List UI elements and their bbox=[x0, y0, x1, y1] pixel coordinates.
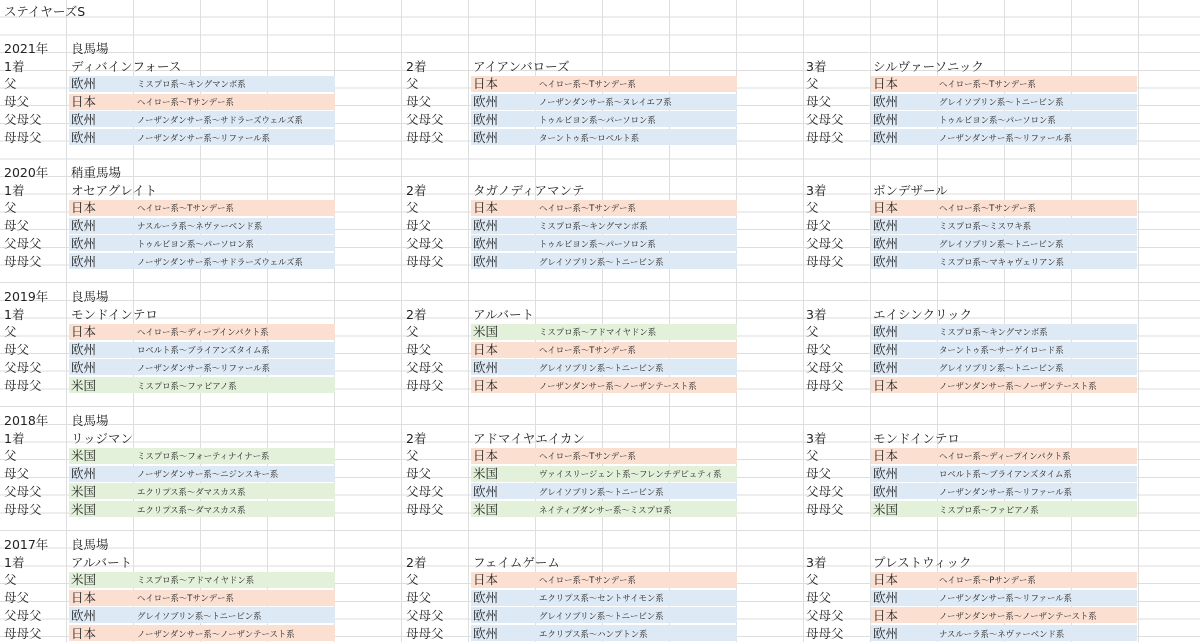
sire-line-cell[interactable]: ノーザンダンサー系〜サドラーズウェルズ系 bbox=[137, 114, 303, 125]
sire-line-cell[interactable]: ロベルト系〜ブライアンズタイム系 bbox=[939, 469, 1072, 480]
region-cell[interactable]: 欧州 bbox=[873, 324, 899, 340]
relation-label[interactable]: 父 bbox=[806, 572, 819, 588]
sire-line-cell[interactable]: ミスプロ系〜フォーティナイナー系 bbox=[137, 451, 270, 462]
horse-name[interactable]: ディバインフォース bbox=[71, 58, 182, 74]
region-cell[interactable]: 日本 bbox=[473, 76, 499, 92]
region-cell[interactable]: 欧州 bbox=[71, 235, 97, 251]
region-cell[interactable]: 米国 bbox=[473, 324, 499, 340]
sire-line-cell[interactable]: ヘイロー系〜Pサンデー系 bbox=[939, 575, 1036, 586]
sire-line-cell[interactable]: ヘイロー系〜Tサンデー系 bbox=[539, 345, 636, 356]
sire-line-cell[interactable]: ノーザンダンサー系〜リファール系 bbox=[137, 362, 270, 373]
place-label[interactable]: 2着 bbox=[406, 554, 427, 570]
region-cell[interactable]: 欧州 bbox=[873, 94, 899, 110]
sire-line-cell[interactable]: ノーザンダンサー系〜リファール系 bbox=[939, 132, 1072, 143]
region-cell[interactable]: 米国 bbox=[873, 501, 899, 517]
relation-label[interactable]: 父母父 bbox=[406, 359, 444, 375]
relation-label[interactable]: 母母父 bbox=[806, 501, 844, 517]
relation-label[interactable]: 母母父 bbox=[406, 129, 444, 145]
region-cell[interactable]: 欧州 bbox=[473, 111, 499, 127]
sire-line-cell[interactable]: トゥルビヨン系〜パーソロン系 bbox=[539, 238, 656, 249]
sheet-title: ステイヤーズS bbox=[4, 4, 86, 19]
sire-line-cell[interactable]: ミスプロ系〜キングマンボ系 bbox=[137, 79, 246, 90]
region-cell[interactable]: 米国 bbox=[71, 501, 97, 517]
horse-name[interactable]: シルヴァーソニック bbox=[873, 58, 984, 74]
sire-line-cell[interactable]: ヘイロー系〜Tサンデー系 bbox=[137, 593, 234, 604]
sire-line-cell[interactable]: ミスプロ系〜ファピアノ系 bbox=[137, 380, 237, 391]
relation-label[interactable]: 母母父 bbox=[4, 129, 42, 145]
place-label[interactable]: 1着 bbox=[4, 554, 25, 570]
relation-label[interactable]: 母父 bbox=[406, 94, 432, 110]
sire-line-cell[interactable]: ミスプロ系〜ファピアノ系 bbox=[939, 504, 1039, 515]
horse-name[interactable]: モンドインテロ bbox=[873, 430, 960, 446]
region-cell[interactable]: 日本 bbox=[71, 590, 97, 606]
sire-line-cell[interactable]: トゥルビヨン系〜パーソロン系 bbox=[939, 114, 1056, 125]
region-cell[interactable]: 米国 bbox=[71, 483, 97, 499]
sire-line-cell[interactable]: トゥルビヨン系〜パーソロン系 bbox=[539, 114, 656, 125]
relation-label[interactable]: 母母父 bbox=[806, 625, 844, 641]
relation-label[interactable]: 父母父 bbox=[406, 111, 444, 127]
region-cell[interactable]: 日本 bbox=[71, 94, 97, 110]
sire-line-cell[interactable]: グレイソブリン系〜トニービン系 bbox=[939, 97, 1064, 108]
place-label[interactable]: 1着 bbox=[4, 430, 25, 446]
region-cell[interactable]: 米国 bbox=[71, 448, 97, 464]
sire-line-cell[interactable]: ノーザンダンサー系〜ノーザンテースト系 bbox=[539, 380, 697, 391]
region-cell[interactable]: 日本 bbox=[873, 448, 899, 464]
sire-line-cell[interactable]: ナスルーラ系〜ネヴァーベンド系 bbox=[137, 221, 263, 232]
region-cell[interactable]: 欧州 bbox=[873, 253, 899, 269]
track-condition[interactable]: 良馬場 bbox=[71, 537, 109, 552]
horse-name[interactable]: リッジマン bbox=[71, 430, 134, 446]
horse-name[interactable]: タガノディアマンテ bbox=[473, 182, 585, 198]
region-cell[interactable]: 欧州 bbox=[71, 111, 97, 127]
relation-label[interactable]: 父母父 bbox=[806, 607, 844, 623]
place-label[interactable]: 1着 bbox=[4, 58, 25, 74]
place-label[interactable]: 2着 bbox=[406, 306, 427, 322]
relation-label[interactable]: 母父 bbox=[806, 342, 832, 358]
relation-label[interactable]: 父母父 bbox=[4, 359, 42, 375]
year-label[interactable]: 2018年 bbox=[4, 413, 49, 428]
region-cell[interactable]: 欧州 bbox=[873, 129, 899, 145]
relation-label[interactable]: 母母父 bbox=[406, 377, 444, 393]
region-cell[interactable]: 欧州 bbox=[873, 235, 899, 251]
relation-label[interactable]: 父 bbox=[406, 448, 419, 464]
sire-line-cell[interactable]: ナスルーラ系〜ネヴァーベンド系 bbox=[939, 628, 1065, 639]
sire-line-cell[interactable]: ネイティブダンサー系〜ミスプロ系 bbox=[539, 504, 672, 515]
year-label[interactable]: 2017年 bbox=[4, 537, 49, 552]
sire-line-cell[interactable]: ミスプロ系〜マキャヴェリアン系 bbox=[939, 256, 1064, 267]
region-cell[interactable]: 欧州 bbox=[473, 625, 499, 641]
region-cell[interactable]: 欧州 bbox=[71, 218, 97, 234]
relation-label[interactable]: 父 bbox=[406, 324, 419, 340]
region-cell[interactable]: 米国 bbox=[473, 466, 499, 482]
relation-label[interactable]: 母母父 bbox=[806, 377, 844, 393]
relation-label[interactable]: 母父 bbox=[406, 466, 432, 482]
relation-label[interactable]: 母父 bbox=[406, 590, 432, 606]
relation-label[interactable]: 父母父 bbox=[4, 235, 42, 251]
region-cell[interactable]: 米国 bbox=[473, 501, 499, 517]
region-cell[interactable]: 日本 bbox=[873, 200, 899, 216]
relation-label[interactable]: 母母父 bbox=[4, 625, 42, 641]
region-cell[interactable]: 日本 bbox=[473, 200, 499, 216]
sire-line-cell[interactable]: グレイソブリン系〜トニービン系 bbox=[939, 238, 1064, 249]
sire-line-cell[interactable]: グレイソブリン系〜トニービン系 bbox=[539, 486, 664, 497]
place-label[interactable]: 3着 bbox=[806, 430, 827, 446]
region-cell[interactable]: 日本 bbox=[71, 324, 97, 340]
sire-line-cell[interactable]: ヘイロー系〜Tサンデー系 bbox=[137, 97, 234, 108]
relation-label[interactable]: 母父 bbox=[4, 342, 30, 358]
relation-label[interactable]: 父 bbox=[4, 572, 17, 588]
place-label[interactable]: 3着 bbox=[806, 306, 827, 322]
region-cell[interactable]: 欧州 bbox=[473, 218, 499, 234]
sire-line-cell[interactable]: ノーザンダンサー系〜ノーザンテースト系 bbox=[939, 610, 1097, 621]
sire-line-cell[interactable]: グレイソブリン系〜トニービン系 bbox=[539, 610, 664, 621]
place-label[interactable]: 3着 bbox=[806, 58, 827, 74]
relation-label[interactable]: 父 bbox=[406, 572, 419, 588]
place-label[interactable]: 2着 bbox=[406, 182, 427, 198]
relation-label[interactable]: 父母父 bbox=[806, 111, 844, 127]
relation-label[interactable]: 父 bbox=[406, 76, 419, 92]
relation-label[interactable]: 父 bbox=[406, 200, 419, 216]
sire-line-cell[interactable]: ノーザンダンサー系〜リファール系 bbox=[939, 593, 1072, 604]
region-cell[interactable]: 米国 bbox=[71, 572, 97, 588]
sire-line-cell[interactable]: エクリプス系〜ダマスカス系 bbox=[137, 504, 246, 515]
track-condition[interactable]: 良馬場 bbox=[71, 41, 109, 56]
region-cell[interactable]: 日本 bbox=[473, 448, 499, 464]
region-cell[interactable]: 米国 bbox=[71, 377, 97, 393]
relation-label[interactable]: 母母父 bbox=[4, 253, 42, 269]
region-cell[interactable]: 欧州 bbox=[873, 625, 899, 641]
sire-line-cell[interactable]: ミスプロ系〜アドマイヤドン系 bbox=[137, 575, 255, 586]
region-cell[interactable]: 日本 bbox=[71, 625, 97, 641]
year-label[interactable]: 2020年 bbox=[4, 165, 49, 180]
relation-label[interactable]: 父母父 bbox=[806, 483, 844, 499]
sire-line-cell[interactable]: ヘイロー系〜ディープインパクト系 bbox=[939, 451, 1071, 462]
region-cell[interactable]: 欧州 bbox=[873, 466, 899, 482]
relation-label[interactable]: 母母父 bbox=[806, 253, 844, 269]
relation-label[interactable]: 母父 bbox=[806, 218, 832, 234]
track-condition[interactable]: 良馬場 bbox=[71, 413, 109, 428]
region-cell[interactable]: 欧州 bbox=[473, 253, 499, 269]
relation-label[interactable]: 父 bbox=[806, 200, 819, 216]
sire-line-cell[interactable]: ヘイロー系〜Tサンデー系 bbox=[539, 79, 636, 90]
place-label[interactable]: 1着 bbox=[4, 306, 25, 322]
sire-line-cell[interactable]: ノーザンダンサー系〜リファール系 bbox=[939, 486, 1072, 497]
horse-name[interactable]: エイシンクリック bbox=[873, 306, 972, 322]
sire-line-cell[interactable]: ノーザンダンサー系〜ノーザンテースト系 bbox=[939, 380, 1097, 391]
sire-line-cell[interactable]: トゥルビヨン系〜パーソロン系 bbox=[137, 238, 254, 249]
relation-label[interactable]: 母母父 bbox=[4, 501, 42, 517]
sire-line-cell[interactable]: ノーザンダンサー系〜ニジンスキー系 bbox=[137, 469, 279, 480]
relation-label[interactable]: 父母父 bbox=[406, 483, 444, 499]
sire-line-cell[interactable]: ヘイロー系〜Tサンデー系 bbox=[539, 203, 636, 214]
horse-name[interactable]: アイアンバローズ bbox=[473, 58, 570, 74]
relation-label[interactable]: 父 bbox=[4, 200, 17, 216]
sire-line-cell[interactable]: ミスプロ系〜ミスワキ系 bbox=[939, 221, 1032, 232]
horse-name[interactable]: アルバート bbox=[71, 554, 133, 570]
relation-label[interactable]: 父 bbox=[806, 76, 819, 92]
sire-line-cell[interactable]: ヘイロー系〜ディープインパクト系 bbox=[137, 327, 269, 338]
region-cell[interactable]: 欧州 bbox=[71, 607, 97, 623]
region-cell[interactable]: 欧州 bbox=[71, 359, 97, 375]
region-cell[interactable]: 欧州 bbox=[873, 111, 899, 127]
region-cell[interactable]: 日本 bbox=[473, 342, 499, 358]
place-label[interactable]: 1着 bbox=[4, 182, 25, 198]
region-cell[interactable]: 欧州 bbox=[873, 483, 899, 499]
track-condition[interactable]: 良馬場 bbox=[71, 289, 109, 304]
region-cell[interactable]: 欧州 bbox=[71, 466, 97, 482]
region-cell[interactable]: 日本 bbox=[473, 377, 499, 393]
sire-line-cell[interactable]: ミスプロ系〜キングマンボ系 bbox=[939, 327, 1048, 338]
relation-label[interactable]: 母父 bbox=[806, 466, 832, 482]
region-cell[interactable]: 日本 bbox=[473, 572, 499, 588]
sire-line-cell[interactable]: ヘイロー系〜Tサンデー系 bbox=[137, 203, 234, 214]
relation-label[interactable]: 母父 bbox=[4, 466, 30, 482]
sire-line-cell[interactable]: エクリプス系〜ダマスカス系 bbox=[137, 486, 246, 497]
relation-label[interactable]: 父母父 bbox=[4, 607, 42, 623]
region-cell[interactable]: 欧州 bbox=[473, 94, 499, 110]
region-cell[interactable]: 欧州 bbox=[71, 253, 97, 269]
sire-line-cell[interactable]: ミスプロ系〜アドマイヤドン系 bbox=[539, 327, 657, 338]
sire-line-cell[interactable]: エクリプス系〜ハンプトン系 bbox=[539, 628, 648, 639]
horse-name[interactable]: ボンデザール bbox=[873, 182, 948, 198]
relation-label[interactable]: 父母父 bbox=[4, 483, 42, 499]
sire-line-cell[interactable]: ターントゥ系〜ロベルト系 bbox=[539, 132, 640, 143]
relation-label[interactable]: 母父 bbox=[4, 590, 30, 606]
place-label[interactable]: 3着 bbox=[806, 182, 827, 198]
region-cell[interactable]: 日本 bbox=[71, 200, 97, 216]
relation-label[interactable]: 父母父 bbox=[406, 235, 444, 251]
year-label[interactable]: 2021年 bbox=[4, 41, 49, 56]
relation-label[interactable]: 母父 bbox=[806, 590, 832, 606]
relation-label[interactable]: 母母父 bbox=[406, 253, 444, 269]
horse-name[interactable]: アドマイヤエイカン bbox=[473, 430, 585, 446]
horse-name[interactable]: フェイムゲーム bbox=[473, 554, 560, 570]
sire-line-cell[interactable]: ターントゥ系〜サーゲイロード系 bbox=[939, 345, 1064, 356]
region-cell[interactable]: 欧州 bbox=[473, 483, 499, 499]
region-cell[interactable]: 欧州 bbox=[873, 342, 899, 358]
relation-label[interactable]: 父 bbox=[4, 448, 17, 464]
region-cell[interactable]: 欧州 bbox=[473, 590, 499, 606]
region-cell[interactable]: 欧州 bbox=[873, 218, 899, 234]
relation-label[interactable]: 母父 bbox=[4, 218, 30, 234]
relation-label[interactable]: 父母父 bbox=[4, 111, 42, 127]
sire-line-cell[interactable]: グレイソブリン系〜トニービン系 bbox=[137, 610, 262, 621]
region-cell[interactable]: 欧州 bbox=[71, 342, 97, 358]
region-cell[interactable]: 欧州 bbox=[71, 129, 97, 145]
track-condition[interactable]: 稍重馬場 bbox=[71, 165, 122, 180]
region-cell[interactable]: 日本 bbox=[873, 377, 899, 393]
region-cell[interactable]: 日本 bbox=[873, 572, 899, 588]
region-cell[interactable]: 欧州 bbox=[71, 76, 97, 92]
sire-line-cell[interactable]: ヘイロー系〜Tサンデー系 bbox=[539, 575, 636, 586]
horse-name[interactable]: オセアグレイト bbox=[71, 182, 158, 198]
sire-line-cell[interactable]: ヘイロー系〜Tサンデー系 bbox=[539, 451, 636, 462]
relation-label[interactable]: 父 bbox=[806, 448, 819, 464]
relation-label[interactable]: 母母父 bbox=[806, 129, 844, 145]
relation-label[interactable]: 父母父 bbox=[806, 235, 844, 251]
place-label[interactable]: 2着 bbox=[406, 430, 427, 446]
relation-label[interactable]: 父 bbox=[4, 76, 17, 92]
sire-line-cell[interactable]: ノーザンダンサー系〜ノーザンテースト系 bbox=[137, 628, 295, 639]
relation-label[interactable]: 父母父 bbox=[806, 359, 844, 375]
horse-name[interactable]: プレストウィック bbox=[873, 554, 972, 570]
sire-line-cell[interactable]: エクリプス系〜セントサイモン系 bbox=[539, 593, 664, 604]
relation-label[interactable]: 父 bbox=[806, 324, 819, 340]
relation-label[interactable]: 母父 bbox=[4, 94, 30, 110]
region-cell[interactable]: 欧州 bbox=[473, 235, 499, 251]
sire-line-cell[interactable]: ノーザンダンサー系〜リファール系 bbox=[137, 132, 270, 143]
relation-label[interactable]: 母父 bbox=[406, 218, 432, 234]
region-cell[interactable]: 欧州 bbox=[873, 359, 899, 375]
sire-line-cell[interactable]: グレイソブリン系〜トニービン系 bbox=[539, 362, 664, 373]
region-cell[interactable]: 欧州 bbox=[473, 607, 499, 623]
sire-line-cell[interactable]: ノーザンダンサー系〜サドラーズウェルズ系 bbox=[137, 256, 303, 267]
horse-name[interactable]: モンドインテロ bbox=[71, 306, 158, 322]
region-cell[interactable]: 欧州 bbox=[473, 359, 499, 375]
horse-name[interactable]: アルバート bbox=[473, 306, 535, 322]
region-cell[interactable]: 欧州 bbox=[873, 590, 899, 606]
sire-line-cell[interactable]: グレイソブリン系〜トニービン系 bbox=[539, 256, 664, 267]
sire-line-cell[interactable]: ヴァイスリージェント系〜フレンチデピュティ系 bbox=[539, 469, 722, 480]
sire-line-cell[interactable]: ヘイロー系〜Tサンデー系 bbox=[939, 203, 1036, 214]
relation-label[interactable]: 母母父 bbox=[4, 377, 42, 393]
relation-label[interactable]: 母父 bbox=[806, 94, 832, 110]
relation-label[interactable]: 母母父 bbox=[406, 501, 444, 517]
year-label[interactable]: 2019年 bbox=[4, 289, 49, 304]
sire-line-cell[interactable]: グレイソブリン系〜トニービン系 bbox=[939, 362, 1064, 373]
relation-label[interactable]: 父母父 bbox=[406, 607, 444, 623]
region-cell[interactable]: 日本 bbox=[873, 76, 899, 92]
sire-line-cell[interactable]: ミスプロ系〜キングマンボ系 bbox=[539, 221, 648, 232]
relation-label[interactable]: 母母父 bbox=[406, 625, 444, 641]
region-cell[interactable]: 日本 bbox=[873, 607, 899, 623]
sire-line-cell[interactable]: ヘイロー系〜Tサンデー系 bbox=[939, 79, 1036, 90]
region-cell[interactable]: 欧州 bbox=[473, 129, 499, 145]
place-label[interactable]: 2着 bbox=[406, 58, 427, 74]
sire-line-cell[interactable]: ロベルト系〜ブライアンズタイム系 bbox=[137, 345, 270, 356]
place-label[interactable]: 3着 bbox=[806, 554, 827, 570]
sire-line-cell[interactable]: ノーザンダンサー系〜ヌレイエフ系 bbox=[539, 97, 672, 108]
relation-label[interactable]: 父 bbox=[4, 324, 17, 340]
relation-label[interactable]: 母父 bbox=[406, 342, 432, 358]
